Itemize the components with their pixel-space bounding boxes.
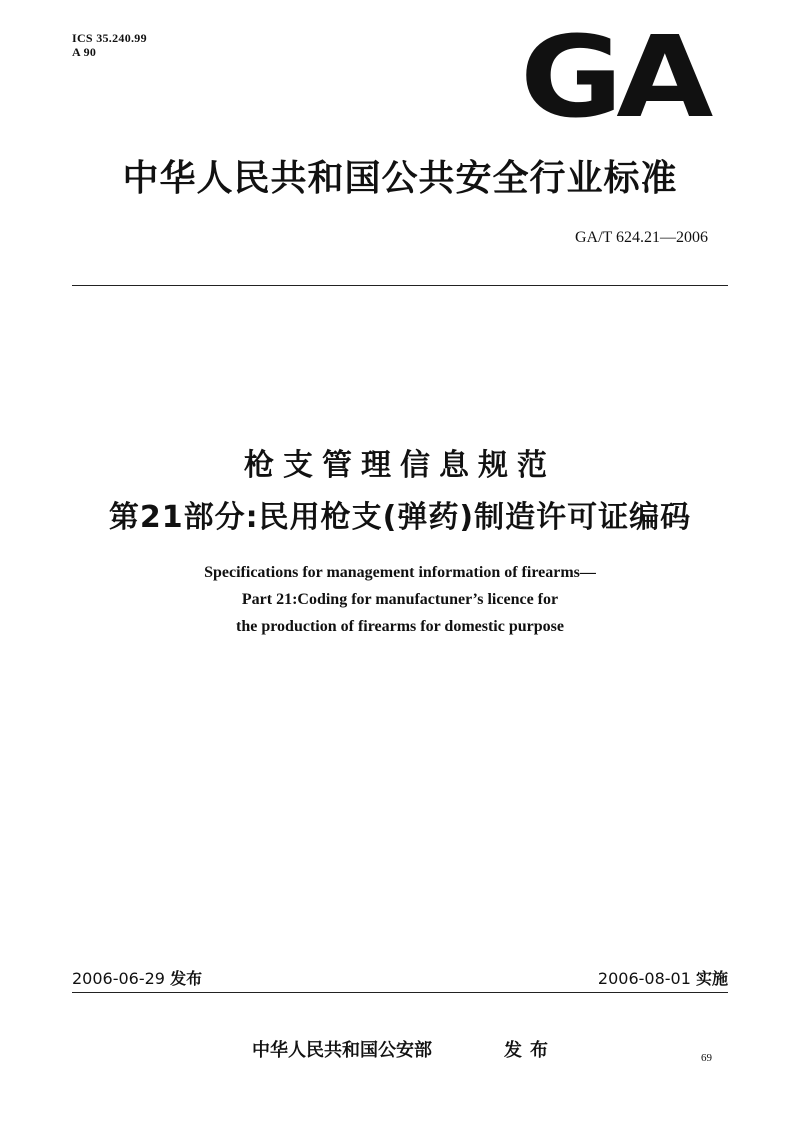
title-en-line1: Specifications for management information of firearms—: [204, 564, 596, 581]
classification-codes: [72, 31, 147, 59]
release-date: 2006-06-29: [72, 969, 165, 988]
standard-number: GA/T 624.21—2006: [574, 229, 708, 246]
title-cn-main: 枪支管理信息规范: [244, 448, 556, 483]
bottom-divider: [72, 992, 728, 993]
implement-date-line: [598, 966, 728, 989]
class-code: A 90: [72, 45, 97, 59]
implement-label: 实施: [695, 969, 728, 988]
release-date-line: [72, 966, 202, 989]
release-label: 发布: [170, 969, 203, 988]
ics-code: ICS 35.240.99: [72, 31, 147, 45]
page-number: 69: [701, 1052, 712, 1064]
title-cn-part: 第21部分:民用枪支(弹药)制造许可证编码: [108, 500, 692, 535]
issue-label: 发布: [504, 1040, 556, 1061]
publisher-name: 中华人民共和国公安部: [252, 1040, 432, 1061]
top-divider: [72, 285, 728, 286]
title-en-line2: Part 21:Coding for manufactuner’s licence for: [241, 591, 559, 608]
bureau-title: 中华人民共和国公共安全行业标准: [122, 158, 678, 199]
ga-logo: GA: [520, 13, 707, 143]
title-en-line3: the production of firearms for domestic purpose: [236, 618, 564, 635]
implement-date: 2006-08-01: [597, 969, 691, 988]
